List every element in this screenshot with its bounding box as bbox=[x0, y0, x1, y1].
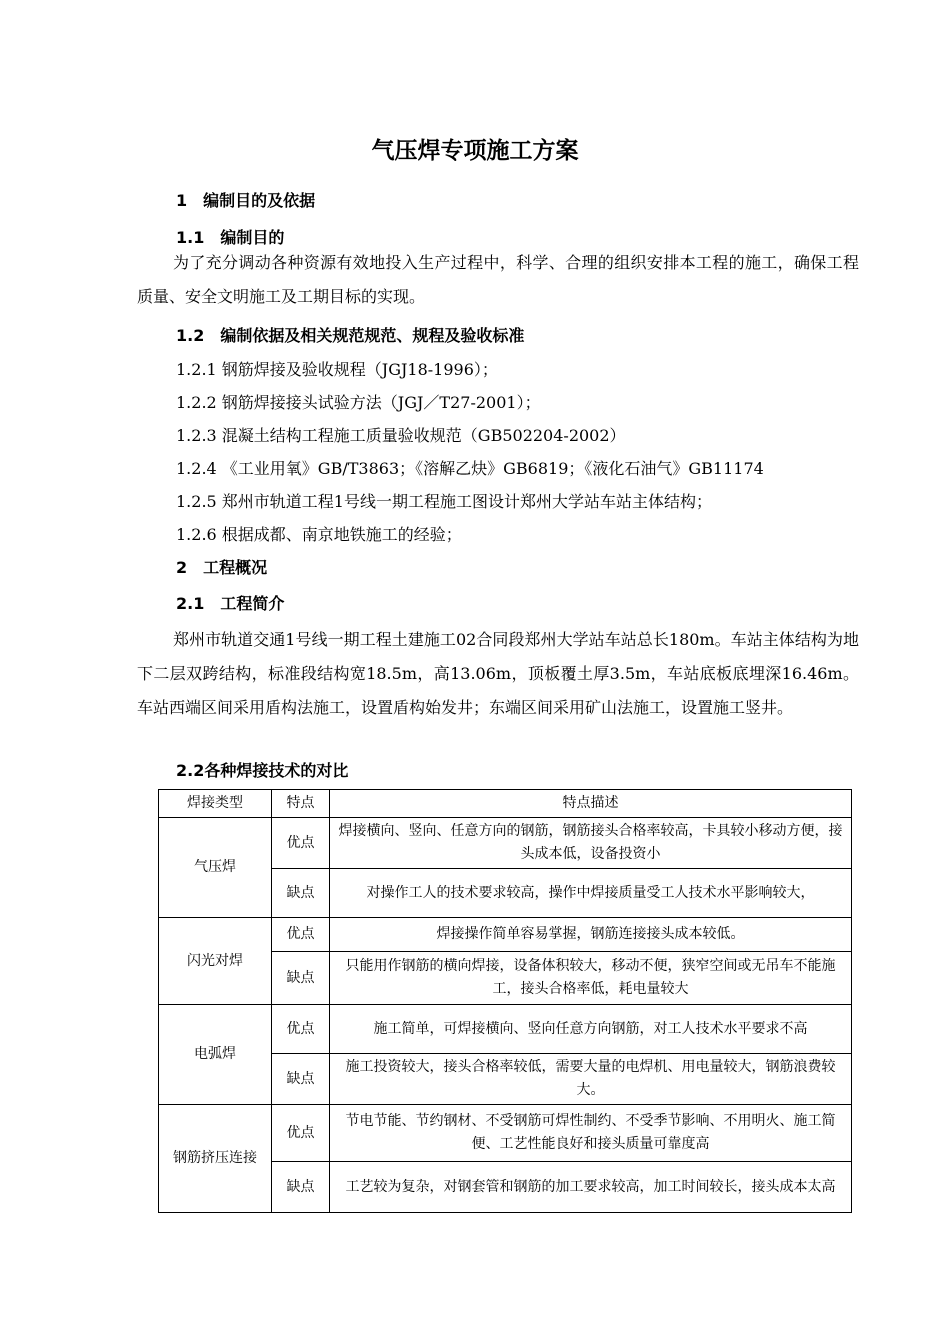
description-cell: 施工投资较大，接头合格率较低，需要大量的电焊机、用电量较大，钢筋浪费较大。 bbox=[330, 1054, 852, 1105]
feature-cell: 优点 bbox=[272, 1105, 330, 1162]
welding-type-cell: 闪光对焊 bbox=[159, 918, 272, 1005]
reference-item: 1.2.5 郑州市轨道工程1号线一期工程施工图设计郑州大学站车站主体结构； bbox=[176, 492, 712, 511]
description-cell: 工艺较为复杂，对钢套管和钢筋的加工要求较高，加工时间较长，接头成本太高 bbox=[330, 1162, 852, 1213]
reference-item: 1.2.6 根据成都、南京地铁施工的经验； bbox=[176, 525, 462, 544]
table-row bbox=[159, 1005, 852, 1054]
description-cell: 只能用作钢筋的横向焊接，设备体积较大，移动不便，狭窄空间或无吊车不能施工，接头合格率低，耗电量较大 bbox=[330, 952, 852, 1005]
welding-type-cell: 电弧焊 bbox=[159, 1005, 272, 1105]
heading-section-2: 2 工程概况 bbox=[176, 558, 268, 577]
feature-cell: 缺点 bbox=[272, 952, 330, 1005]
feature-cell: 优点 bbox=[272, 918, 330, 952]
heading-section-1: 1 编制目的及依据 bbox=[176, 191, 316, 210]
reference-item: 1.2.4 《工业用氧》GB/T3863；《溶解乙炔》GB6819；《液化石油气》GB11174 bbox=[176, 459, 764, 478]
document-title: 气压焊专项施工方案 bbox=[371, 138, 579, 164]
welding-comparison-table bbox=[158, 789, 852, 1213]
description-cell: 节电节能、节约钢材、不受钢筋可焊性制约、不受季节影响、不用明火、施工简便、工艺性能良好和接头质量可靠度高 bbox=[330, 1105, 852, 1162]
paragraph-project-overview: 郑州市轨道交通1号线一期工程土建施工02合同段郑州大学站车站总长180m。车站主体结构为地下二层双跨结构，标准段结构宽18.5m，高13.06m，顶板覆土厚3.5m，车站底板底埋深16.46m。车站西端区间采用盾构法施工，设置盾构始发井；东端区间采用矿山法施工，设置施工竖井。 bbox=[137, 630, 859, 717]
table-header-row bbox=[159, 790, 852, 818]
feature-cell: 优点 bbox=[272, 1005, 330, 1054]
description-cell: 对操作工人的技术要求较高，操作中焊接质量受工人技术水平影响较大， bbox=[330, 869, 852, 918]
heading-section-2-1: 2.1 工程简介 bbox=[176, 594, 285, 613]
welding-type-cell: 气压焊 bbox=[159, 818, 272, 918]
description-cell: 焊接横向、竖向、任意方向的钢筋，钢筋接头合格率较高，卡具较小移动方便，接头成本低，设备投资小 bbox=[330, 818, 852, 869]
feature-cell: 缺点 bbox=[272, 1054, 330, 1105]
description-cell: 焊接操作简单容易掌握，钢筋连接接头成本较低。 bbox=[330, 918, 852, 952]
reference-item: 1.2.2 钢筋焊接接头试验方法（JGJ／T27-2001）； bbox=[176, 393, 541, 412]
table-header-cell: 特点描述 bbox=[330, 790, 852, 818]
table-row bbox=[159, 818, 852, 869]
feature-cell: 缺点 bbox=[272, 1162, 330, 1213]
reference-item: 1.2.1 钢筋焊接及验收规程（JGJ18-1996）； bbox=[176, 360, 498, 379]
table-header-cell: 焊接类型 bbox=[159, 790, 272, 818]
heading-section-1-1: 1.1 编制目的 bbox=[176, 228, 285, 247]
table-row bbox=[159, 918, 852, 952]
welding-type-cell: 钢筋挤压连接 bbox=[159, 1105, 272, 1213]
paragraph-purpose: 为了充分调动各种资源有效地投入生产过程中，科学、合理的组织安排本工程的施工，确保工程质量、安全文明施工及工期目标的实现。 bbox=[137, 253, 859, 306]
heading-section-2-2: 2.2各种焊接技术的对比 bbox=[176, 761, 349, 780]
description-cell: 施工简单，可焊接横向、竖向任意方向钢筋，对工人技术水平要求不高 bbox=[330, 1005, 852, 1054]
feature-cell: 优点 bbox=[272, 818, 330, 869]
heading-section-1-2: 1.2 编制依据及相关规范规范、规程及验收标准 bbox=[176, 326, 525, 345]
table-header-cell: 特点 bbox=[272, 790, 330, 818]
reference-item: 1.2.3 混凝土结构工程施工质量验收规范（GB502204-2002） bbox=[176, 426, 626, 445]
table-row bbox=[159, 1105, 852, 1162]
feature-cell: 缺点 bbox=[272, 869, 330, 918]
